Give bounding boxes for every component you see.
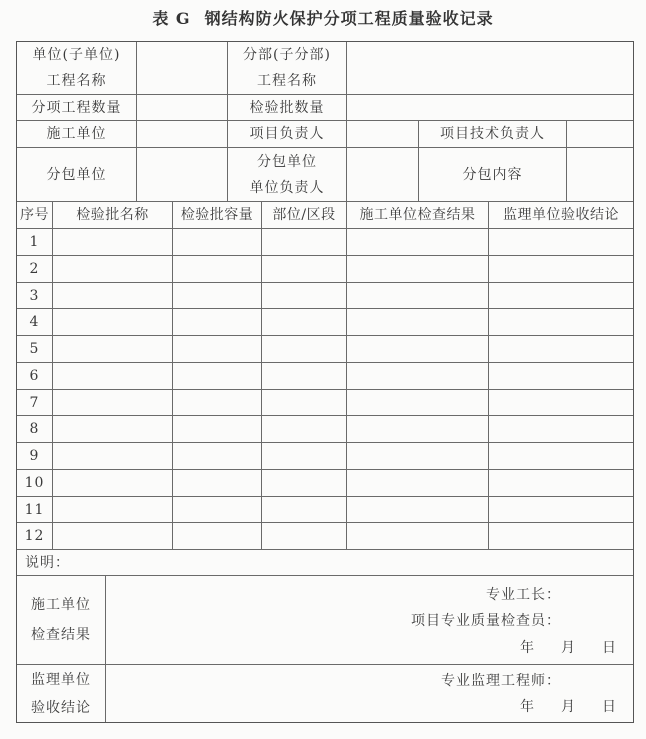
- table-cell[interactable]: [262, 363, 347, 390]
- table-cell[interactable]: [262, 443, 347, 470]
- day-label: 日: [602, 640, 617, 656]
- table-cell[interactable]: [173, 523, 262, 550]
- table-cell[interactable]: [347, 390, 489, 416]
- label-line: 工程名称: [257, 73, 317, 89]
- row-number: 8: [17, 416, 53, 443]
- row-number: 5: [17, 336, 53, 363]
- table-cell[interactable]: [173, 256, 262, 283]
- table-cell[interactable]: [489, 470, 633, 497]
- construction-check-area[interactable]: [106, 576, 633, 665]
- col-header-batch-name: 检验批名称: [53, 202, 173, 229]
- label-line: 监理单位: [31, 671, 91, 688]
- table-cell[interactable]: [347, 229, 489, 256]
- table-cell[interactable]: [173, 390, 262, 416]
- inspector-label: 项目专业质量检查员：: [411, 613, 561, 629]
- month-label: 月: [561, 640, 576, 656]
- table-cell[interactable]: [173, 497, 262, 523]
- unit-name-label: [17, 42, 137, 95]
- table-cell[interactable]: [53, 443, 173, 470]
- table-cell[interactable]: [53, 363, 173, 390]
- table-cell[interactable]: [489, 523, 633, 550]
- label-line: 工程名称: [46, 73, 107, 89]
- table-cell[interactable]: [347, 309, 489, 336]
- supervision-date: [494, 694, 617, 720]
- label-line: 单位(子单位): [32, 47, 121, 63]
- table-cell[interactable]: [173, 363, 262, 390]
- table-cell[interactable]: [347, 283, 489, 309]
- table-cell[interactable]: [262, 309, 347, 336]
- label-line: 检查结果: [31, 627, 91, 643]
- batch-count-field[interactable]: [347, 95, 633, 121]
- subcontract-unit-field[interactable]: [137, 148, 228, 202]
- notes-label: 说明：: [17, 550, 633, 576]
- year-label: 年: [520, 699, 535, 715]
- form-code: 表 G: [152, 9, 191, 28]
- row-number: 4: [17, 309, 53, 336]
- project-manager-label: 项目负责人: [228, 121, 347, 148]
- label-line: 分部(子分部): [243, 47, 331, 63]
- table-cell[interactable]: [347, 443, 489, 470]
- table-cell[interactable]: [53, 309, 173, 336]
- table-cell[interactable]: [173, 229, 262, 256]
- col-header-supervision-conclusion: 监理单位验收结论: [489, 202, 633, 229]
- table-cell[interactable]: [489, 390, 633, 416]
- subitem-count-label: 分项工程数量: [17, 95, 137, 121]
- construction-check-label: [17, 576, 106, 665]
- col-header-seq: 序号: [17, 202, 53, 229]
- col-header-location: 部位/区段: [262, 202, 347, 229]
- table-cell[interactable]: [262, 416, 347, 443]
- unit-name-field[interactable]: [137, 42, 228, 95]
- table-cell[interactable]: [173, 416, 262, 443]
- table-cell[interactable]: [347, 416, 489, 443]
- subcontract-content-field[interactable]: [567, 148, 633, 202]
- label-line: 施工单位: [31, 597, 91, 613]
- table-cell[interactable]: [173, 309, 262, 336]
- year-label: 年: [520, 640, 535, 656]
- table-cell[interactable]: [173, 336, 262, 363]
- table-cell[interactable]: [173, 470, 262, 497]
- table-cell[interactable]: [347, 470, 489, 497]
- subitem-count-field[interactable]: [137, 95, 228, 121]
- row-number: 9: [17, 443, 53, 470]
- month-label: 月: [561, 699, 576, 715]
- col-header-batch-capacity: 检验批容量: [173, 202, 262, 229]
- table-cell[interactable]: [53, 523, 173, 550]
- row-number: 10: [17, 470, 53, 497]
- construction-date: [494, 635, 617, 661]
- table-cell[interactable]: [53, 229, 173, 256]
- table-cell[interactable]: [173, 443, 262, 470]
- col-header-construction-result: 施工单位检查结果: [347, 202, 489, 229]
- row-number: 2: [17, 256, 53, 283]
- subcontract-unit-label: 分包单位: [17, 148, 137, 202]
- batch-count-label: 检验批数量: [228, 95, 347, 121]
- form-title: 钢结构防火保护分项工程质量验收记录: [204, 9, 494, 28]
- table-cell[interactable]: [262, 523, 347, 550]
- table-cell[interactable]: [53, 283, 173, 309]
- table-cell[interactable]: [489, 336, 633, 363]
- project-manager-field[interactable]: [347, 121, 419, 148]
- table-cell[interactable]: [53, 497, 173, 523]
- table-cell[interactable]: [489, 256, 633, 283]
- table-cell[interactable]: [262, 283, 347, 309]
- subcontract-content-label: 分包内容: [419, 148, 567, 202]
- construction-unit-label: 施工单位: [17, 121, 137, 148]
- table-cell[interactable]: [489, 283, 633, 309]
- row-number: 1: [17, 229, 53, 256]
- tech-manager-field[interactable]: [567, 121, 633, 148]
- table-cell[interactable]: [53, 416, 173, 443]
- supervision-area[interactable]: [106, 665, 633, 722]
- supervision-label: [17, 665, 106, 722]
- table-cell[interactable]: [347, 256, 489, 283]
- table-cell[interactable]: [489, 363, 633, 390]
- label-line: 验收结论: [31, 699, 91, 716]
- table-cell[interactable]: [53, 336, 173, 363]
- table-cell[interactable]: [262, 229, 347, 256]
- subcontract-manager-label: [228, 148, 347, 202]
- table-cell[interactable]: [489, 309, 633, 336]
- sub-unit-name-field[interactable]: [347, 42, 633, 95]
- table-cell[interactable]: [262, 256, 347, 283]
- table-cell[interactable]: [347, 497, 489, 523]
- row-number: 7: [17, 390, 53, 416]
- table-cell[interactable]: [489, 229, 633, 256]
- form-table: [16, 41, 634, 723]
- table-cell[interactable]: [489, 416, 633, 443]
- sub-unit-name-label: [228, 42, 347, 95]
- table-cell[interactable]: [489, 443, 633, 470]
- table-cell[interactable]: [347, 523, 489, 550]
- page-title: [0, 6, 646, 29]
- table-cell[interactable]: [262, 470, 347, 497]
- label-line: 单位负责人: [249, 179, 325, 196]
- table-cell[interactable]: [262, 390, 347, 416]
- table-cell[interactable]: [347, 363, 489, 390]
- engineer-label: 专业监理工程师：: [441, 673, 561, 689]
- subcontract-manager-field[interactable]: [347, 148, 419, 202]
- table-cell[interactable]: [53, 470, 173, 497]
- row-number: 12: [17, 523, 53, 550]
- table-cell[interactable]: [489, 497, 633, 523]
- table-cell[interactable]: [262, 336, 347, 363]
- day-label: 日: [602, 699, 617, 715]
- table-cell[interactable]: [347, 336, 489, 363]
- row-number: 3: [17, 283, 53, 309]
- table-cell[interactable]: [173, 283, 262, 309]
- construction-unit-field[interactable]: [137, 121, 228, 148]
- row-number: 11: [17, 497, 53, 523]
- label-line: 分包单位: [257, 153, 317, 170]
- row-number: 6: [17, 363, 53, 390]
- foreman-label: 专业工长：: [486, 587, 561, 603]
- table-cell[interactable]: [53, 390, 173, 416]
- table-cell[interactable]: [262, 497, 347, 523]
- tech-manager-label: 项目技术负责人: [419, 121, 567, 148]
- table-cell[interactable]: [53, 256, 173, 283]
